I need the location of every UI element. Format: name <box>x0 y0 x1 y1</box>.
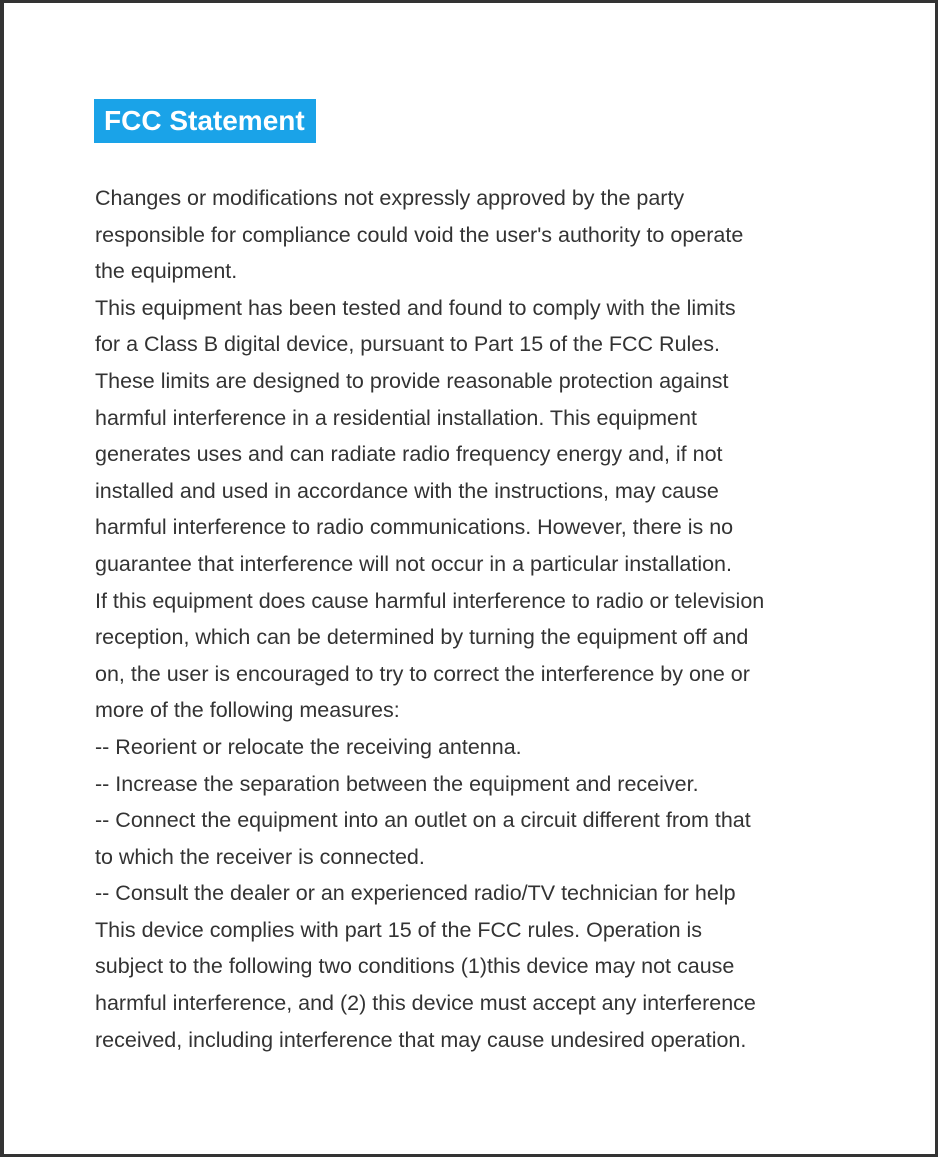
text-line: If this equipment does cause harmful interference to radio or television <box>95 588 765 613</box>
text-line: installed and used in accordance with the instructions, may cause <box>95 478 719 503</box>
text-line: Changes or modifications not expressly approved by the party <box>95 186 685 210</box>
text-line: This device complies with part 15 of the FCC rules. Operation is <box>95 917 703 942</box>
text-line: This equipment has been tested and found to comply with the limits <box>95 295 736 320</box>
text-line: -- Reorient or relocate the receiving antenna. <box>95 734 522 759</box>
text-line: -- Connect the equipment into an outlet on a circuit different from that <box>95 808 751 833</box>
text-line: responsible for compliance could void the user's authority to operate <box>95 222 744 247</box>
text-line: subject to the following two conditions (1)this device may not cause <box>95 954 735 979</box>
text-line: generates uses and can radiate radio frequency energy and, if not <box>95 442 723 467</box>
text-line: guarantee that interference will not occur in a particular installation. <box>95 551 732 576</box>
text-line: harmful interference in a residential installation. This equipment <box>95 405 697 430</box>
text-line: reception, which can be determined by turning the equipment off and <box>95 625 749 650</box>
text-line: These limits are designed to provide reasonable protection against <box>95 368 729 393</box>
fcc-statement-body <box>95 180 895 1058</box>
text-line: on, the user is encouraged to try to correct the interference by one or <box>95 661 750 686</box>
text-line: the equipment. <box>95 259 238 284</box>
text-line: harmful interference to radio communications. However, there is no <box>95 515 734 540</box>
fcc-statement-heading: FCC Statement <box>94 99 316 143</box>
text-line: -- Increase the separation between the equipment and receiver. <box>95 771 699 796</box>
text-line: received, including interference that may cause undesired operation. <box>95 1027 747 1052</box>
text-line: harmful interference, and (2) this device must accept any interference <box>95 991 756 1016</box>
text-line: to which the receiver is connected. <box>95 844 425 869</box>
text-line: more of the following measures: <box>95 698 400 723</box>
text-line: -- Consult the dealer or an experienced radio/TV technician for help <box>95 881 736 906</box>
text-line: for a Class B digital device, pursuant to Part 15 of the FCC Rules. <box>95 332 720 357</box>
